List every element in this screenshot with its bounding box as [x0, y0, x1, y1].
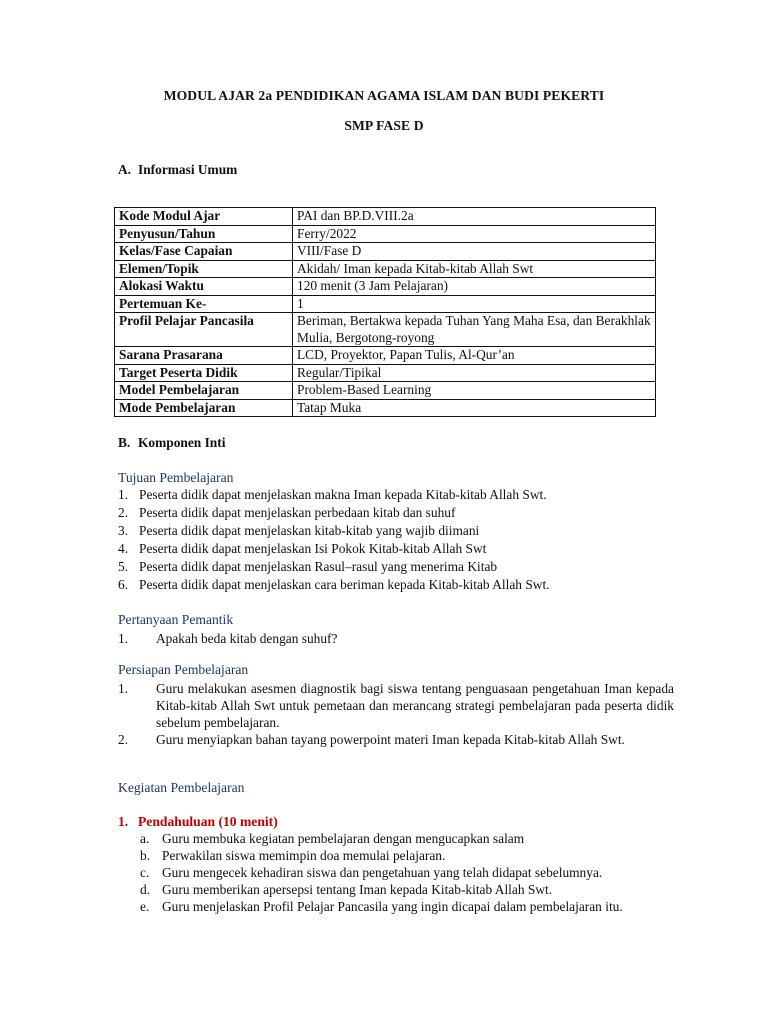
list-item [118, 558, 674, 576]
pemantik-list [118, 630, 674, 647]
pendahuluan-number: 1. [118, 814, 129, 829]
list-item [118, 630, 674, 647]
persiapan-list [118, 680, 674, 748]
list-item [118, 486, 674, 504]
info-key: Sarana Prasarana [115, 347, 293, 365]
info-value: 1 [293, 295, 656, 313]
info-row [115, 260, 656, 278]
item-text: Peserta didik dapat menjelaskan cara beriman kepada Kitab-kitab Allah Swt. [139, 577, 550, 592]
info-key: Alokasi Waktu [115, 278, 293, 296]
info-value: Akidah/ Iman kepada Kitab-kitab Allah Swt [293, 260, 656, 278]
list-item [118, 680, 674, 731]
info-key: Penyusun/Tahun [115, 225, 293, 243]
info-value: VIII/Fase D [293, 243, 656, 261]
info-value: 120 menit (3 Jam Pelajaran) [293, 278, 656, 296]
item-letter: c. [140, 865, 150, 880]
document-subtitle: SMP FASE D [344, 118, 424, 133]
section-b-label: Komponen Inti [138, 435, 226, 450]
list-item [140, 864, 675, 881]
list-item [118, 504, 674, 522]
item-number: 5. [118, 559, 129, 574]
list-item [140, 847, 675, 864]
info-value: Tatap Muka [293, 399, 656, 417]
item-number: 6. [118, 577, 129, 592]
kegiatan-heading: Kegiatan Pembelajaran [118, 780, 245, 795]
item-text: Peserta didik dapat menjelaskan kitab-kitab yang wajib diimani [139, 523, 480, 538]
list-item [118, 576, 674, 594]
item-letter: e. [140, 899, 150, 914]
item-text: Peserta didik dapat menjelaskan makna Iman kepada Kitab-kitab Allah Swt. [139, 487, 547, 502]
info-row [115, 243, 656, 261]
item-text: Peserta didik dapat menjelaskan Isi Pokok Kitab-kitab Allah Swt [139, 541, 487, 556]
tujuan-list [118, 486, 674, 594]
item-text: Peserta didik dapat menjelaskan Rasul–rasul yang menerima Kitab [139, 559, 498, 574]
section-b-heading [118, 435, 225, 451]
section-a-label: Informasi Umum [138, 162, 238, 177]
info-row [115, 295, 656, 313]
item-text: Guru menjelaskan Profil Pelajar Pancasila yang ingin dicapai dalam pembelajaran itu. [162, 899, 623, 914]
info-table [114, 207, 656, 417]
item-text: Guru mengecek kehadiran siswa dan pengetahuan yang telah didapat sebelumnya. [162, 865, 603, 880]
list-item [140, 898, 675, 915]
info-value: LCD, Proyektor, Papan Tulis, Al-Qur’an [293, 347, 656, 365]
list-item [118, 731, 674, 748]
info-key: Mode Pembelajaran [115, 399, 293, 417]
info-row [115, 399, 656, 417]
item-number: 1. [118, 631, 129, 646]
tujuan-heading: Tujuan Pembelajaran [118, 470, 234, 485]
item-number: 3. [118, 523, 129, 538]
list-item [118, 540, 674, 558]
item-letter: d. [140, 882, 151, 897]
info-key: Kode Modul Ajar [115, 208, 293, 226]
info-row [115, 364, 656, 382]
pemantik-heading: Pertanyaan Pemantik [118, 612, 234, 627]
item-text: Guru melakukan asesmen diagnostik bagi siswa tentang penguasaan pengetahuan Iman kepada Kitab-kitab Allah Swt untuk pemetaan dan merancang strategi pembelajaran pada peserta didik sebelum pembelajaran. [156, 681, 674, 730]
item-text: Apakah beda kitab dengan suhuf? [156, 631, 338, 646]
info-value: Ferry/2022 [293, 225, 656, 243]
section-b-letter: B. [118, 435, 131, 450]
pendahuluan-label: Pendahuluan (10 menit) [138, 814, 278, 829]
item-text: Peserta didik dapat menjelaskan perbedaan kitab dan suhuf [139, 505, 456, 520]
item-number: 1. [118, 487, 129, 502]
info-key: Pertemuan Ke- [115, 295, 293, 313]
pendahuluan-heading [118, 814, 278, 830]
item-number: 2. [118, 732, 129, 747]
section-a-heading [118, 162, 237, 178]
pendahuluan-list [140, 830, 675, 915]
info-row [115, 347, 656, 365]
info-row [115, 208, 656, 226]
list-item [118, 522, 674, 540]
info-value: Problem-Based Learning [293, 382, 656, 400]
item-number: 2. [118, 505, 129, 520]
list-item [140, 830, 675, 847]
info-row [115, 313, 656, 347]
info-value: PAI dan BP.D.VIII.2a [293, 208, 656, 226]
item-letter: b. [140, 848, 151, 863]
item-text: Guru memberikan apersepsi tentang Iman kepada Kitab-kitab Allah Swt. [162, 882, 553, 897]
item-number: 4. [118, 541, 129, 556]
info-key: Target Peserta Didik [115, 364, 293, 382]
item-text: Perwakilan siswa memimpin doa memulai pelajaran. [162, 848, 446, 863]
item-letter: a. [140, 831, 150, 846]
info-key: Model Pembelajaran [115, 382, 293, 400]
info-key: Kelas/Fase Capaian [115, 243, 293, 261]
item-text: Guru membuka kegiatan pembelajaran dengan mengucapkan salam [162, 831, 525, 846]
info-key: Elemen/Topik [115, 260, 293, 278]
item-text: Guru menyiapkan bahan tayang powerpoint materi Iman kepada Kitab-kitab Allah Swt. [156, 732, 625, 747]
list-item [140, 881, 675, 898]
info-row [115, 225, 656, 243]
document-title: MODUL AJAR 2a PENDIDIKAN AGAMA ISLAM DAN BUDI PEKERTI [163, 88, 605, 103]
info-value: Regular/Tipikal [293, 364, 656, 382]
info-value: Beriman, Bertakwa kepada Tuhan Yang Maha Esa, dan Berakhlak Mulia, Bergotong-royong [293, 313, 656, 347]
info-row [115, 382, 656, 400]
section-a-letter: A. [118, 162, 132, 177]
persiapan-heading: Persiapan Pembelajaran [118, 662, 249, 677]
info-row [115, 278, 656, 296]
info-key: Profil Pelajar Pancasila [115, 313, 293, 347]
item-number: 1. [118, 681, 129, 696]
